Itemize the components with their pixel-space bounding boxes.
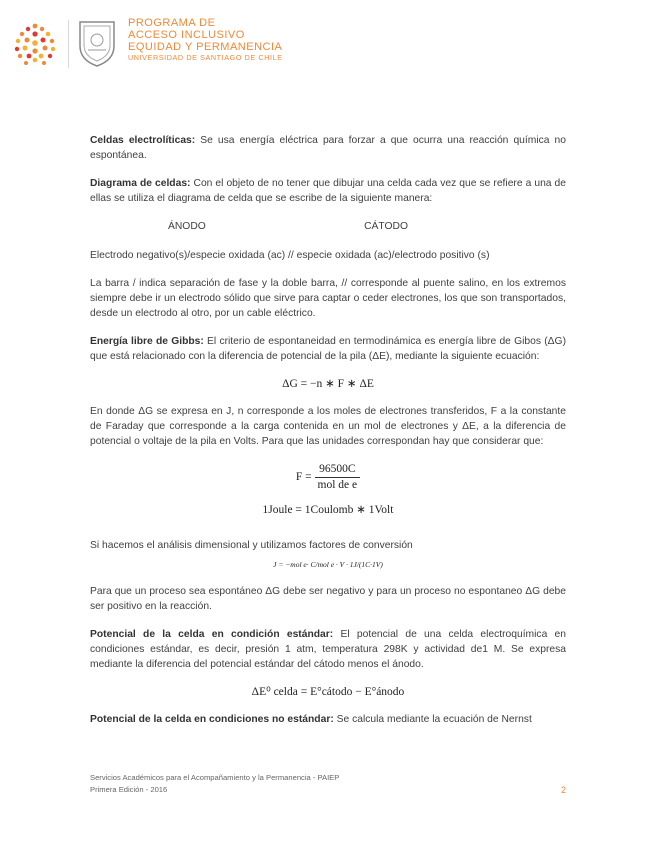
paragraph-noestandar [90,712,566,727]
faraday-denominator: mol de e [317,479,358,491]
header-divider [68,20,69,68]
page-footer [90,772,566,796]
paiep-logo-icon [10,20,60,70]
faraday-numerator: 96500C [315,462,361,478]
paragraph-dimensional: Si hacemos el análisis dimensional y utilizamos factores de conversión [90,540,413,551]
paragraph-diagrama [90,176,566,206]
paragraph-barra: La barra / indica separación de fase y la doble barra, // corresponde al puente salino, en los extremos siempre debe ir un electrodo sólido que sirve para captar o ceder electrones, los que son transportados, desde un electrodo al otro, por un cable eléctrico. [90,278,566,319]
paragraph-donde: En donde ΔG se expresa en J, n corresponde a los moles de electrones transferidos, F a la constante de Faraday que corresponde a la carga contenida en un mol de electrones y ΔE, a la diferencia de potencial o voltaje de la pila en Volts. Para que las unidades correspondan hay que considerar que: [90,406,566,447]
program-title [128,17,283,63]
estandar-text: El potencial de una celda electroquímica en condiciones estándar, es decir, presión 1 atm, temperatura 298K y actividad de1 M. Se expresa mediante la diferencia del potencial estándar del cátodo menos el ánodo. [90,629,567,670]
celdas-title: Celdas electrolíticas: [90,135,196,146]
paragraph-gibbs [90,334,566,364]
equation-e0: ΔE⁰ celda = E°cátodo − E°ánodo [251,686,405,698]
equation-joule: 1Joule = 1Coulomb ∗ 1Volt [262,504,394,516]
paragraph-celdas [90,133,566,163]
equation-gibbs: ΔG = −n ∗ F ∗ ΔE [282,378,374,390]
program-line-1: PROGRAMA DE [128,17,216,29]
electrodo-line: Electrodo negativo(s)/especie oxidada (ac) // especie oxidada (ac)/electrodo positivo (s) [90,250,490,261]
footer-line-1: Servicios Académicos para el Acompañamiento y la Permanencia - PAIEP [90,773,340,782]
footer-line-2: Primera Edición - 2016 [90,785,168,794]
paragraph-estandar [90,627,566,672]
diagrama-title: Diagrama de celdas: [90,178,191,189]
program-line-2: ACCESO INCLUSIVO [128,29,245,41]
celdas-text: Se usa energía eléctrica para forzar a que ocurra una reacción química no espontánea. [90,135,567,161]
university-seal-icon [74,18,120,68]
noestandar-title: Potencial de la celda en condiciones no estándar: [90,714,334,725]
program-line-3: EQUIDAD Y PERMANENCIA [128,41,283,53]
gibbs-text: El criterio de espontaneidad en termodinámica es energía libre de Gibos (ΔG) que está relacionado con la diferencia de potencial de la pila (ΔE), mediante la siguiente ecuación: [90,336,566,362]
catodo-label: CÁTODO [364,221,408,232]
paragraph-espontaneo: Para que un proceso sea espontáneo ΔG debe ser negativo y para un proceso no espontaneo ΔG debe ser positivo en la reacción. [90,586,566,612]
equation-faraday [90,462,566,493]
faraday-fraction [315,462,361,493]
document-body [90,133,566,740]
university-name: UNIVERSIDAD DE SANTIAGO DE CHILE [128,53,283,62]
noestandar-text: Se calcula mediante la ecuación de Nernst [333,714,532,725]
equation-dimensional: J = −mol e· C/mol e · V · 1J/(1C·1V) [273,560,383,569]
page-header [10,14,650,74]
anodo-label: ÁNODO [168,221,206,232]
anodo-catodo-row [168,219,408,234]
faraday-left: F = [295,471,312,484]
page-number: 2 [560,785,566,795]
estandar-title: Potencial de la celda en condición estándar: [90,629,334,640]
gibbs-title: Energía libre de Gibbs: [90,336,204,347]
diagrama-text: Con el objeto de no tener que dibujar una celda cada vez que se refiere a una de ellas se utiliza el diagrama de celda que se escribe de la siguiente manera: [90,178,567,204]
